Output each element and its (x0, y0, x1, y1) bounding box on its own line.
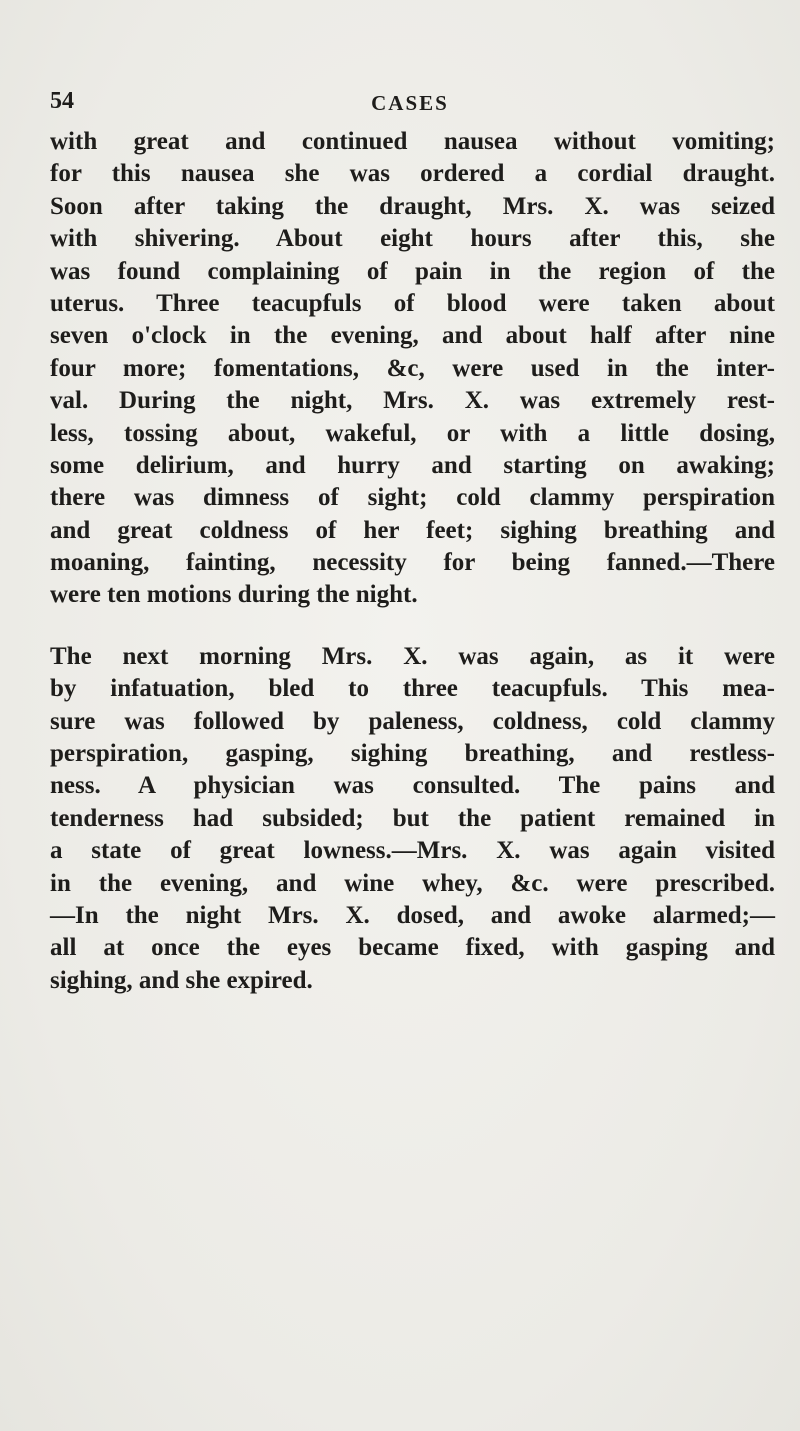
text-line: sure was followed by paleness, coldness, cold clammy (50, 707, 775, 735)
running-head (50, 88, 770, 118)
text-line: were ten motions during the night. (50, 581, 418, 609)
text-line: val. During the night, Mrs. X. was extremely rest- (50, 387, 775, 415)
text-line: with shivering. About eight hours after this, she (50, 225, 775, 253)
text-line: with great and continued nausea without vomiting; (50, 128, 775, 155)
text-line: was found complaining of pain in the region of the (50, 257, 775, 285)
text-line: sighing, and she expired. (50, 966, 313, 994)
text-line: some delirium, and hurry and starting on awaking; (50, 451, 775, 479)
text-line: a state of great lowness.—Mrs. X. was again visited (50, 837, 775, 865)
running-title: CASES (371, 91, 449, 115)
paragraph (50, 126, 775, 612)
text-line: —In the night Mrs. X. dosed, and awoke alarmed;— (50, 901, 775, 929)
page-number: 54 (50, 88, 74, 114)
text-line: by infatuation, bled to three teacupfuls. This mea- (50, 675, 775, 703)
text-line: The next morning Mrs. X. was again, as it were (50, 642, 775, 670)
paragraph-gap (50, 612, 775, 641)
text-line: for this nausea she was ordered a cordial draught. (50, 160, 775, 188)
text-line: in the evening, and wine whey, &c. were prescribed. (50, 869, 775, 897)
text-line: there was dimness of sight; cold clammy perspiration (50, 484, 775, 512)
text-line: uterus. Three teacupfuls of blood were taken about (50, 289, 775, 317)
text-line: ness. A physician was consulted. The pains and (50, 772, 775, 800)
text-line: Soon after taking the draught, Mrs. X. was seized (50, 192, 775, 220)
paragraph (50, 641, 775, 997)
text-line: perspiration, gasping, sighing breathing, and restless- (50, 740, 775, 768)
body-text (50, 126, 775, 997)
text-line: and great coldness of her feet; sighing breathing and (50, 516, 775, 544)
text-line: seven o'clock in the evening, and about half after nine (50, 322, 775, 350)
text-line: four more; fomentations, &c, were used in the inter- (50, 354, 775, 382)
text-line: moaning, fainting, necessity for being fanned.—There (50, 549, 775, 577)
text-line: all at once the eyes became fixed, with gasping and (50, 934, 775, 962)
text-line: less, tossing about, wakeful, or with a little dosing, (50, 419, 775, 447)
text-line: tenderness had subsided; but the patient remained in (50, 804, 775, 832)
